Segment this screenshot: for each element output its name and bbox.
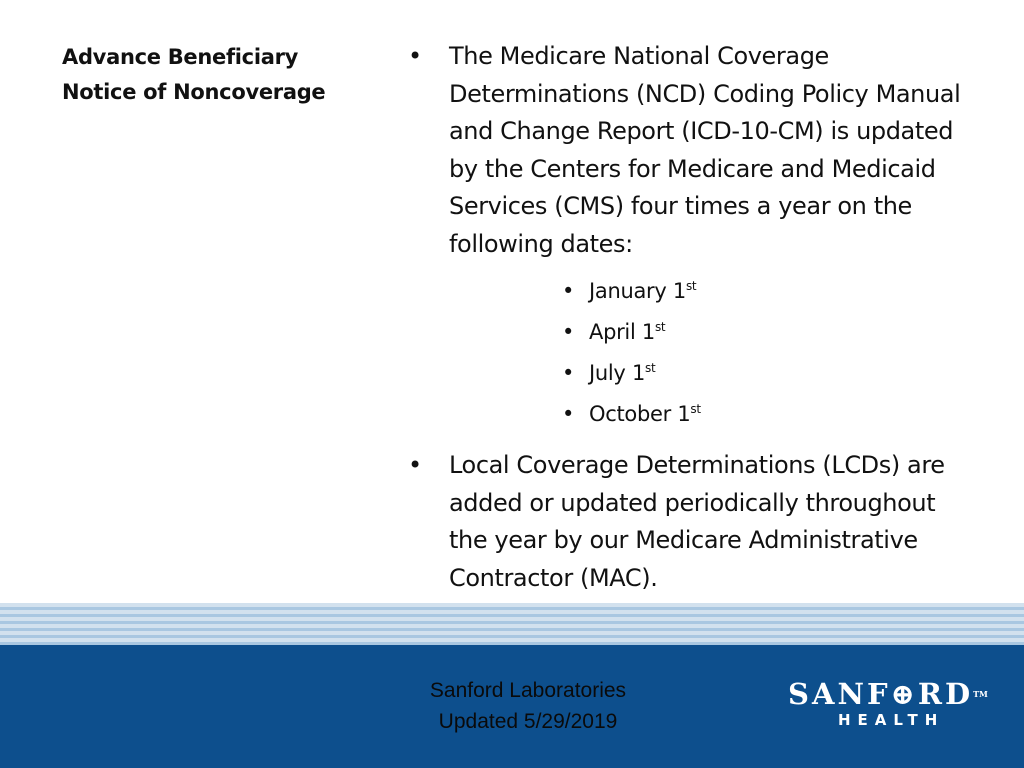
date-suffix: st (690, 402, 701, 416)
bullet-item (408, 447, 1008, 597)
logo-trademark: TM (973, 689, 988, 699)
logo-subtitle: HEALTH (838, 711, 945, 729)
logo-wordmark (788, 679, 1000, 709)
footer-updated: Updated 5/29/2019 (438, 710, 618, 733)
bullet-dot: • (408, 451, 422, 479)
bullet-text: Local Coverage Determinations (LCDs) are added or updated periodically throughout the year by our Medicare Administrative Contractor (MAC). (449, 451, 945, 592)
bullet-dot: • (408, 42, 422, 70)
date-suffix: st (654, 320, 666, 334)
date-suffix: st (685, 279, 697, 293)
footer-org: Sanford Laboratories (429, 679, 627, 702)
footer-text (408, 675, 648, 737)
date-item (562, 271, 1008, 312)
bullet-text: The Medicare National Coverage Determinations (NCD) Coding Policy Manual and Change Report (ICD-10-CM) is updated by the Centers for Medicare and Medicaid Services (CMS) four times a year on the following dates: (449, 42, 961, 258)
decorative-stripes (0, 603, 1024, 645)
date-label: October 1 (589, 402, 691, 426)
date-label: January 1 (589, 279, 686, 303)
sanford-health-logo (788, 679, 1000, 739)
slide-title (62, 40, 362, 110)
date-item (562, 312, 1008, 353)
date-item (562, 394, 1008, 435)
footer-band (0, 645, 1024, 768)
date-list (562, 271, 1008, 435)
bullet-dot: • (562, 402, 575, 426)
date-item (562, 353, 1008, 394)
title-line-2: Notice of Noncoverage (62, 80, 326, 104)
date-label: July 1 (589, 361, 646, 385)
date-suffix: st (645, 361, 656, 375)
bullet-item (408, 38, 1008, 263)
slide-content (408, 38, 1008, 597)
logo-name: SANF⊕RD (788, 677, 974, 711)
date-label: April 1 (589, 320, 655, 344)
bullet-dot: • (562, 320, 575, 344)
title-line-1: Advance Beneficiary (62, 45, 299, 69)
bullet-dot: • (562, 361, 575, 385)
bullet-dot: • (562, 279, 575, 303)
